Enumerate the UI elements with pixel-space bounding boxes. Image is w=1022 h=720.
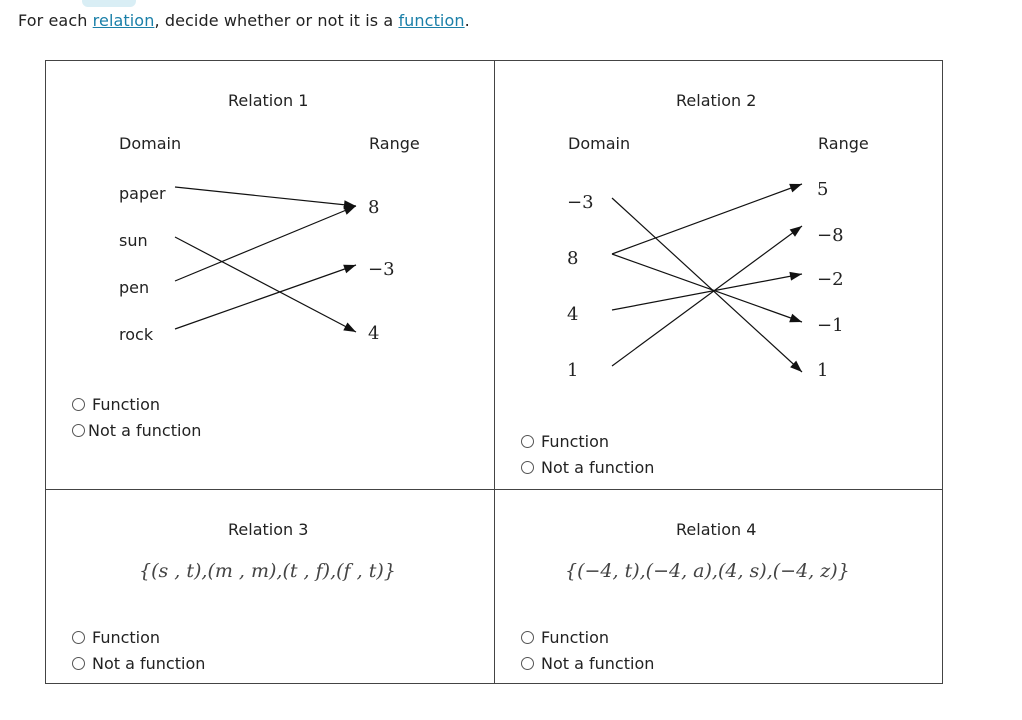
radio-circle-icon[interactable]	[72, 657, 85, 670]
arrowhead-icon	[343, 206, 356, 215]
relation-2-cell	[495, 61, 943, 489]
mapping-arrow-line	[175, 187, 356, 206]
function-link[interactable]: function	[398, 11, 465, 30]
relation-2-domain-item: 4	[567, 304, 579, 325]
arrowhead-icon	[789, 272, 802, 281]
relation-2-title: Relation 2	[676, 91, 757, 110]
mapping-arrow-line	[175, 237, 356, 332]
mapping-arrow-line	[612, 254, 802, 322]
relation-1-range-header: Range	[369, 134, 420, 153]
mapping-arrow-line	[612, 226, 802, 366]
relation-1-range-item: −3	[368, 259, 395, 280]
relation-2-range-item: −8	[817, 225, 844, 246]
option-label: Function	[541, 628, 610, 647]
arrowhead-icon	[789, 314, 802, 322]
option-label: Not a function	[541, 654, 655, 673]
relation-4-option-not-function[interactable]	[521, 654, 654, 673]
relation-4-set: {(−4, t),(−4, a),(4, s),(−4, z)}	[565, 560, 850, 582]
relation-2-mapping-diagram	[495, 61, 943, 489]
radio-circle-icon[interactable]	[521, 461, 534, 474]
prompt-suffix: .	[464, 11, 470, 30]
relation-4-option-function[interactable]	[521, 628, 609, 647]
prompt-middle: , decide whether or not it is a	[154, 11, 399, 30]
option-label: Not a function	[541, 458, 655, 477]
relation-1-option-function[interactable]	[72, 395, 160, 414]
relation-4-title: Relation 4	[676, 520, 757, 539]
relation-2-domain-item: 1	[567, 360, 579, 381]
relations-grid	[45, 60, 943, 684]
relation-2-option-function[interactable]	[521, 432, 609, 451]
relation-3-set: {(s , t),(m , m),(t , f),(f , t)}	[139, 560, 396, 582]
option-label: Function	[541, 432, 610, 451]
radio-circle-icon[interactable]	[72, 424, 85, 437]
relation-1-domain-header: Domain	[119, 134, 182, 153]
relation-2-range-item: 1	[817, 360, 829, 381]
relation-1-range-item: 8	[368, 197, 380, 218]
relation-link[interactable]: relation	[92, 11, 155, 30]
relation-1-option-not-function[interactable]	[72, 421, 201, 440]
mapping-arrow-line	[175, 265, 356, 329]
mapping-arrow-line	[612, 198, 802, 372]
radio-circle-icon[interactable]	[521, 435, 534, 448]
relation-2-domain-item: −3	[567, 192, 594, 213]
relation-2-range-header: Range	[818, 134, 869, 153]
relation-2-range-item: −1	[817, 315, 844, 336]
radio-circle-icon[interactable]	[521, 631, 534, 644]
relation-1-title: Relation 1	[228, 91, 309, 110]
relation-1-cell	[46, 61, 494, 489]
relation-1-range-item: 4	[368, 323, 380, 344]
option-label: Not a function	[92, 654, 206, 673]
relation-2-range-item: 5	[817, 179, 829, 200]
mapping-arrow-line	[612, 184, 802, 254]
option-label: Function	[92, 628, 161, 647]
radio-circle-icon[interactable]	[521, 657, 534, 670]
top-tab-hint	[82, 0, 136, 7]
arrowhead-icon	[790, 226, 802, 237]
arrowhead-icon	[343, 322, 356, 332]
relation-3-option-not-function[interactable]	[72, 654, 205, 673]
arrowhead-icon	[789, 184, 802, 192]
arrowhead-icon	[343, 265, 356, 273]
mapping-arrow-line	[612, 274, 802, 310]
relation-2-range-item: −2	[817, 269, 844, 290]
relation-2-domain-item: 8	[567, 248, 579, 269]
relation-1-domain-item: paper	[119, 184, 166, 203]
relation-4-cell	[495, 490, 943, 684]
relation-1-domain-item: pen	[119, 278, 150, 297]
radio-circle-icon[interactable]	[72, 631, 85, 644]
relation-3-option-function[interactable]	[72, 628, 160, 647]
relation-1-domain-item: rock	[119, 325, 154, 344]
option-label: Not a function	[88, 421, 202, 440]
relation-2-option-not-function[interactable]	[521, 458, 654, 477]
relation-3-cell	[46, 490, 494, 684]
relation-2-domain-header: Domain	[568, 134, 631, 153]
radio-circle-icon[interactable]	[72, 398, 85, 411]
option-label: Function	[92, 395, 161, 414]
question-prompt	[18, 11, 470, 30]
mapping-arrow-line	[175, 206, 356, 281]
relation-3-title: Relation 3	[228, 520, 309, 539]
relation-1-domain-item: sun	[119, 231, 148, 250]
prompt-prefix: For each	[18, 11, 93, 30]
